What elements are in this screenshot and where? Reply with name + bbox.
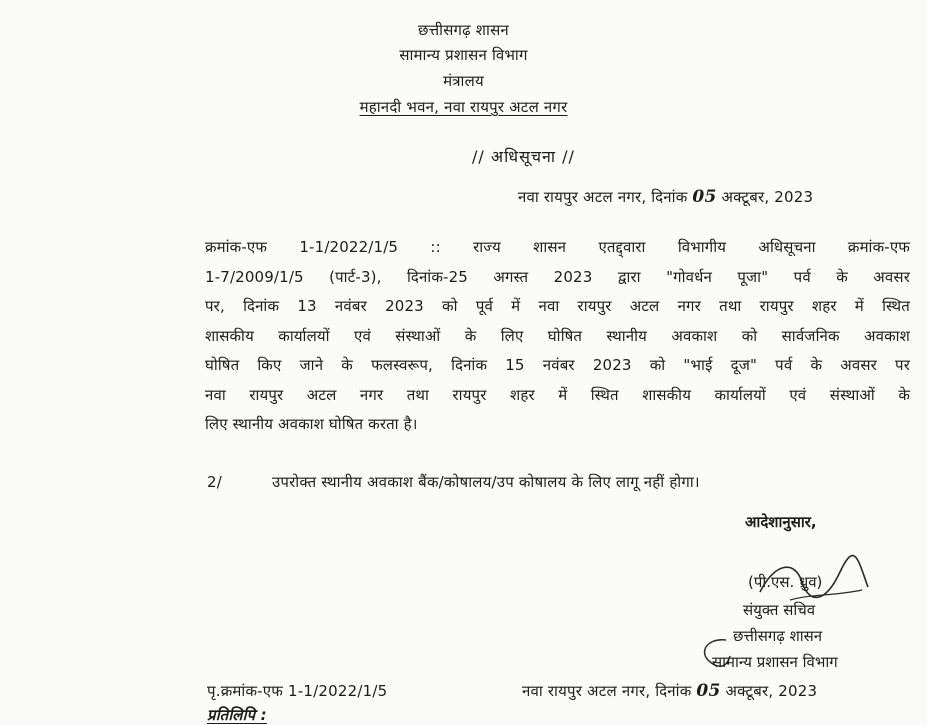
signatory-designation: संयुक्त सचिव <box>743 601 816 619</box>
header-ministry: मंत्रालय <box>443 72 484 90</box>
footer-dateline <box>522 681 817 701</box>
dateline-day: 05 <box>692 187 717 207</box>
dateline <box>518 187 813 207</box>
footer-date-suffix: अक्टूबर, 2023 <box>725 682 818 700</box>
by-order: आदेशानुसार, <box>745 513 817 531</box>
footer-date-prefix: नवा रायपुर अटल नगर, दिनांक <box>522 682 692 700</box>
paragraph-line: नवा रायपुर अटल नगर तथा रायपुर शहर में स्थित शासकीय कार्यालयों एवं संस्थाओं के <box>205 385 910 404</box>
paragraph-2-number: 2/ <box>207 473 222 491</box>
signatory-department: सामान्य प्रशासन विभाग <box>712 653 838 671</box>
dateline-suffix: अक्टूबर, 2023 <box>721 188 814 206</box>
paragraph-line: पर, दिनांक 13 नवंबर 2023 को पूर्व में नवा रायपुर अटल नगर तथा रायपुर शहर में स्थित <box>205 297 910 315</box>
paragraph-1 <box>205 233 910 440</box>
paragraph-line: क्रमांक-एफ 1-1/2022/1/5 :: राज्य शासन एतद्द्वारा विभागीय अधिसूचना क्रमांक-एफ <box>205 238 910 256</box>
footer-date-day: 05 <box>696 681 721 701</box>
paragraph-line: घोषित किए जाने के फलस्वरूप, दिनांक 15 नवंबर 2023 को "भाई दूज" पर्व के अवसर पर <box>205 356 910 374</box>
paragraph-line: शासकीय कार्यालयों एवं संस्थाओं के लिए घोषित स्थानीय अवकाश को सार्वजनिक अवकाश <box>205 326 910 345</box>
header-government: छत्तीसगढ़ शासन <box>418 21 509 39</box>
paragraph-line: लिए स्थानीय अवकाश घोषित करता है। <box>205 415 418 433</box>
dateline-prefix: नवा रायपुर अटल नगर, दिनांक <box>518 188 688 206</box>
paragraph-line: 1-7/2009/1/5 (पार्ट-3), दिनांक-25 अगस्त 2023 द्वारा "गोवर्धन पूजा" पर्व के अवसर <box>205 267 910 286</box>
header-address: महानदी भवन, नवा रायपुर अटल नगर <box>359 98 568 116</box>
signatory-government: छत्तीसगढ़ शासन <box>733 627 823 645</box>
footer-reference: पृ.क्रमांक-एफ 1-1/2022/1/5 <box>207 682 388 700</box>
copy-label: प्रतिलिपि : <box>207 706 267 724</box>
header-department: सामान्य प्रशासन विभाग <box>399 46 528 64</box>
signatory-name: (पी.एस. ध्रुव) <box>748 573 823 591</box>
paragraph-2-text: उपरोक्त स्थानीय अवकाश बैंक/कोषालय/उप कोषालय के लिए लागू नहीं होगा। <box>272 473 700 491</box>
notice-title: // अधिसूचना // <box>472 147 575 166</box>
